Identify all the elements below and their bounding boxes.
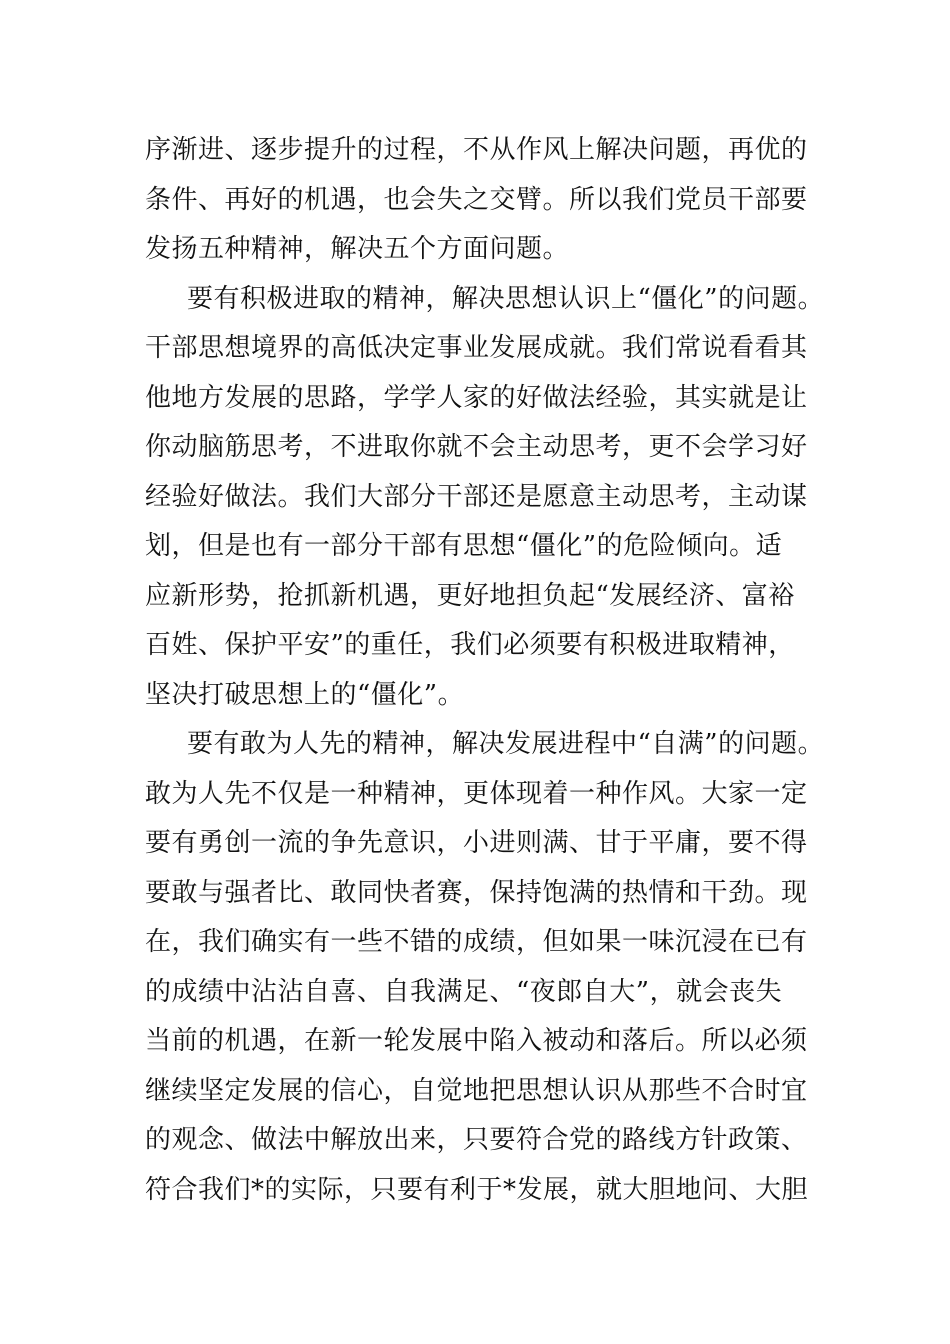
- body-text: [145, 126, 845, 1215]
- text-line: 在，我们确实有一些不错的成绩，但如果一味沉浸在已有: [145, 927, 808, 957]
- text-line: 条件、再好的机遇，也会失之交臂。所以我们党员干部要: [145, 184, 808, 215]
- paragraph-heading-line: 要有敢为人先的精神，解决发展进程中“自满”的问题。: [187, 729, 825, 759]
- text-line: 继续坚定发展的信心，自觉地把思想认识从那些不合时宜: [145, 1075, 808, 1106]
- text-line: 符合我们*的实际，只要有利于*发展，就大胆地问、大胆: [145, 1174, 809, 1205]
- text-line: 要有勇创一流的争先意识，小进则满、甘于平庸，要不得: [145, 828, 808, 858]
- text-line: 要敢与强者比、敢同快者赛，保持饱满的热情和干劲。现: [145, 877, 808, 908]
- paragraph-heading-line: 要有积极进取的精神，解决思想认识上“僵化”的问题。: [187, 283, 825, 314]
- text-line: 他地方发展的思路，学学人家的好做法经验，其实就是让: [145, 382, 808, 413]
- text-line: 的成绩中沾沾自喜、自我满足、“夜郎自大”，就会丧失: [145, 976, 783, 1007]
- text-line: 干部思想境界的高低决定事业发展成就。我们常说看看其: [145, 333, 808, 363]
- text-line: 应新形势，抢抓新机遇，更好地担负起“发展经济、富裕: [145, 580, 795, 611]
- text-line: 的观念、做法中解放出来，只要符合党的路线方针政策、: [145, 1125, 808, 1155]
- text-line: 百姓、保护平安”的重任，我们必须要有积极进取精神，: [145, 630, 795, 660]
- text-line: 经验好做法。我们大部分干部还是愿意主动思考，主动谋: [145, 481, 808, 512]
- text-line: 你动脑筋思考，不进取你就不会主动思考，更不会学习好: [145, 432, 808, 462]
- text-line: 划，但是也有一部分干部有思想“僵化”的危险倾向。适: [145, 531, 783, 561]
- text-line: 敢为人先不仅是一种精神，更体现着一种作风。大家一定: [145, 778, 808, 809]
- text-line: 序渐进、逐步提升的过程，不从作风上解决问题，再优的: [145, 135, 808, 165]
- text-line: 坚决打破思想上的“僵化”。: [145, 679, 465, 710]
- text-line: 发扬五种精神，解决五个方面问题。: [145, 234, 570, 264]
- text-line: 当前的机遇，在新一轮发展中陷入被动和落后。所以必须: [145, 1026, 808, 1056]
